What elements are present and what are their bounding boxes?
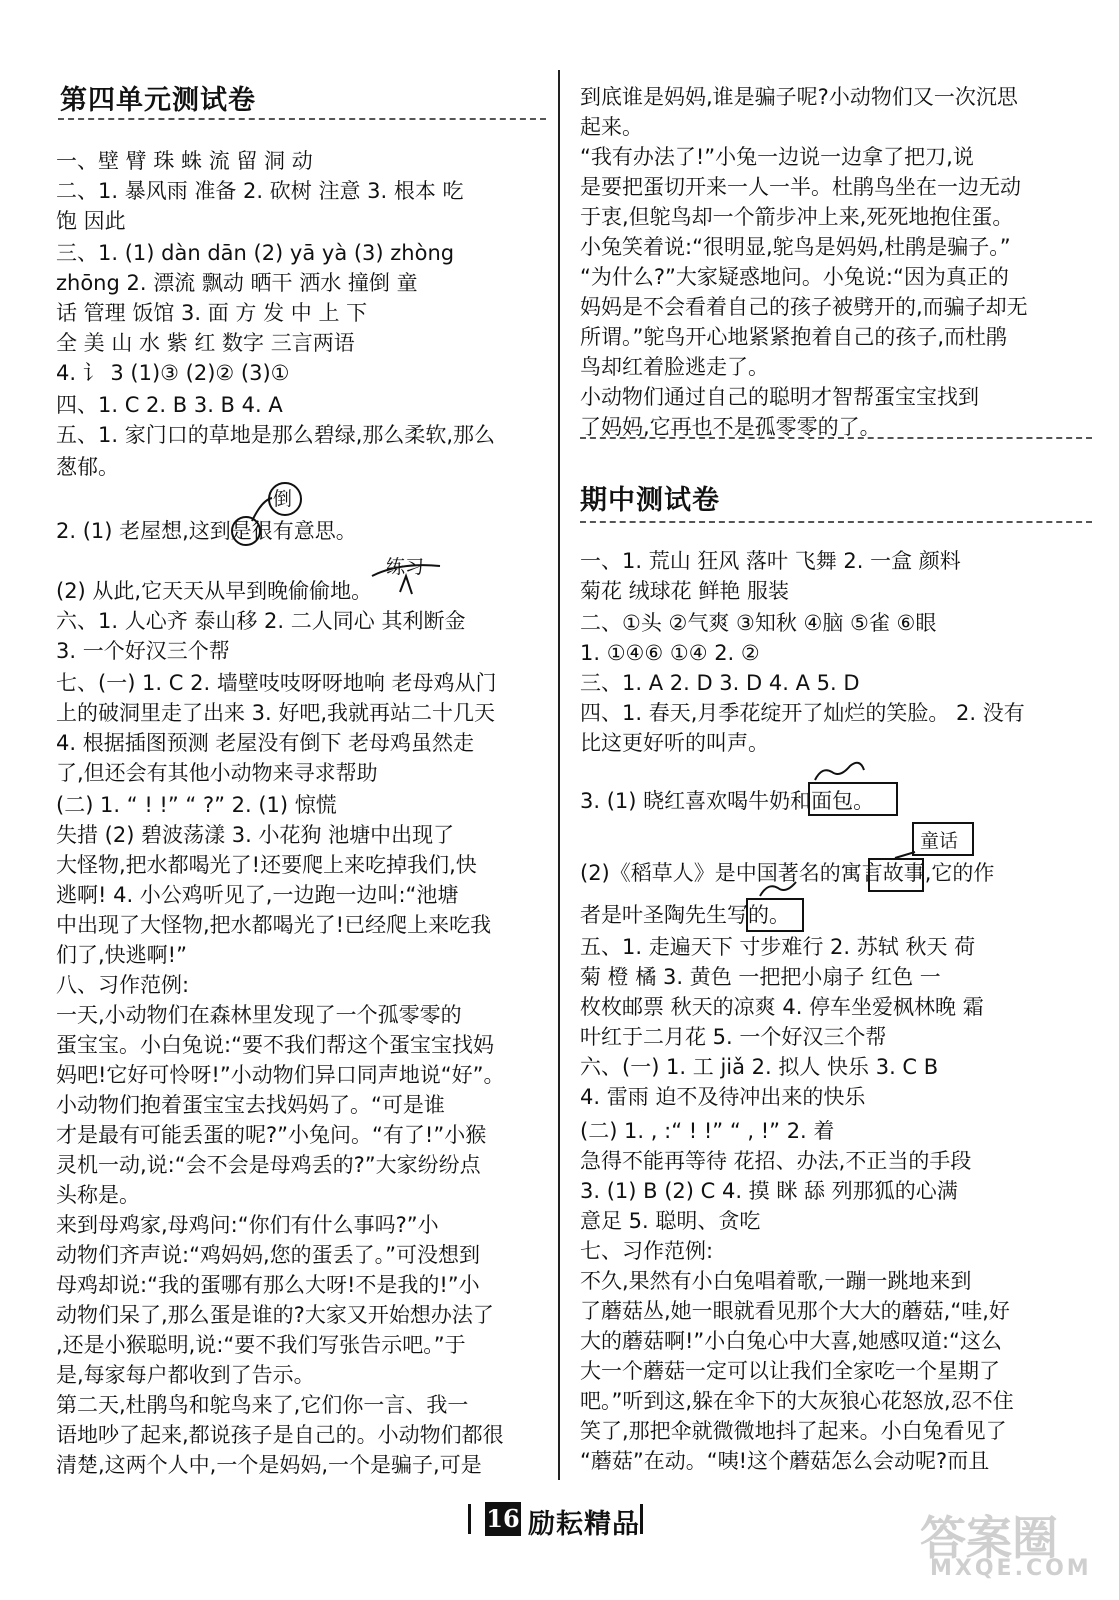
text-line: 不久,果然有小白兔唱着歌,一蹦一跳地来到 [580, 1269, 972, 1293]
text-line: 意足 5. 聪明、贪吃 [580, 1209, 761, 1233]
text-line: (2) 从此,它天天从早到晚偷偷地。 [56, 579, 373, 603]
text-line: 菊 橙 橘 3. 黄色 一把把小扇子 红色 一 [580, 965, 941, 989]
text-line: 了妈妈,它再也不是孤零零的了。 [580, 415, 881, 439]
text-line: 4. 讠 3 (1)③ (2)② (3)① [56, 361, 290, 385]
text-line: 七、习作范例: [580, 1239, 714, 1263]
text-line: 二、①头 ②气爽 ③知秋 ④脑 ⑤雀 ⑥眼 [580, 611, 937, 635]
text-line: 于衷,但鸵鸟却一个箭步冲上来,死死地抱住蛋。 [580, 205, 1014, 229]
text-line: 失措 (2) 碧波荡漾 3. 小花狗 池塘中出现了 [56, 823, 455, 847]
text-line: 一、壁 臂 珠 蛛 流 留 洞 动 [56, 149, 313, 173]
text-line: (2)《稻草人》是中国著名的寓言故事,它的作 [580, 861, 995, 885]
text-line: 动物们呆了,那么蛋是谁的?大家又开始想办法了 [56, 1303, 494, 1327]
text-line: 大的蘑菇啊!”小白兔心中大喜,她感叹道:“这么 [580, 1329, 1002, 1353]
text-line: 急得不能再等待 花招、办法,不正当的手段 [580, 1149, 972, 1173]
text-line: 菊花 绒球花 鲜艳 服装 [580, 579, 790, 603]
text-line: ,还是小猴聪明,说:“要不我们写张告示吧。”于 [56, 1333, 466, 1357]
text-line: 2. (1) 老屋想,这到是很有意思。 [56, 519, 357, 543]
text-line: 六、1. 人心齐 泰山移 2. 二人同心 其利断金 [56, 609, 466, 633]
text-line: 枚枚邮票 秋天的凉爽 4. 停车坐爱枫林晚 霜 [580, 995, 984, 1019]
text-line: 起来。 [580, 115, 643, 139]
text-line: 逃啊! 4. 小公鸡听见了,一边跑一边叫:“池塘 [56, 883, 459, 907]
text-line: 到底谁是妈妈,谁是骗子呢?小动物们又一次沉思 [580, 85, 1018, 109]
correction-char: 倒 [273, 488, 293, 510]
text-line: 是要把蛋切开来一人一半。杜鹃鸟坐在一边无动 [580, 175, 1021, 199]
text-line: 上的破洞里走了出来 3. 好吧,我就再站二十几天 [56, 701, 496, 725]
insert-word: 练习 [386, 556, 425, 578]
text-line: 六、(一) 1. 工 jiǎ 2. 拟人 快乐 3. C B [580, 1055, 939, 1079]
text-line: 才是最有可能丢蛋的呢?”小兔问。“有了!”小猴 [56, 1123, 487, 1147]
text-line: 头称是。 [56, 1183, 140, 1207]
text-line: “蘑菇”在动。“咦!这个蘑菇怎么会动呢?而且 [580, 1449, 990, 1473]
text-line: 话 管理 饭馆 3. 面 方 发 中 上 下 [56, 301, 368, 325]
watermark-logo: 答案圈 [920, 1511, 1058, 1565]
text-line: 三、1. A 2. D 3. D 4. A 5. D [580, 671, 860, 695]
text-line: 妈妈是不会看着自己的孩子被劈开的,而骗子却无 [580, 295, 1028, 319]
text-line: 一天,小动物们在森林里发现了一个孤零零的 [56, 1003, 462, 1027]
text-line: 饱 因此 [56, 209, 126, 233]
text-line: 笑了,那把伞就微微地抖了起来。小白兔看见了 [580, 1419, 1007, 1443]
text-line: 了蘑菇丛,她一眼就看见那个大大的蘑菇,“哇,好 [580, 1299, 1010, 1323]
deletion-marks [560, 0, 1119, 1600]
page-number: 16 [485, 1502, 521, 1536]
footer-bar [640, 1504, 643, 1534]
text-line: 母鸡却说:“我的蛋哪有那么大呀!不是我的!”小 [56, 1273, 480, 1297]
text-line: 五、1. 走遍天下 寸步难行 2. 苏轼 秋天 荷 [580, 935, 976, 959]
section-title-midterm: 期中测试卷 [580, 485, 720, 516]
text-line: 动物们齐声说:“鸡妈妈,您的蛋丢了。”可没想到 [56, 1243, 481, 1267]
section-title-unit4: 第四单元测试卷 [60, 85, 256, 116]
text-line: 小动物们通过自己的聪明才智帮蛋宝宝找到 [580, 385, 979, 409]
text-line: 三、1. (1) dàn dān (2) yā yà (3) zhòng [56, 241, 455, 265]
text-line: “我有办法了!”小兔一边说一边拿了把刀,说 [580, 145, 974, 169]
text-line: 是,每家每户都收到了告示。 [56, 1363, 315, 1387]
text-line: 妈吧!它好可怜呀!”小动物们异口同声地说“好”。 [56, 1063, 505, 1087]
text-line: 大一个蘑菇一定可以让我们全家吃一个星期了 [580, 1359, 1000, 1383]
text-line: 3. (1) 晓红喜欢喝牛奶和面包。 [580, 789, 875, 813]
text-line: 3. (1) B (2) C 4. 摸 眯 舔 列那狐的心满 [580, 1179, 958, 1203]
text-line: 葱郁。 [56, 455, 119, 479]
text-line: 第二天,杜鹃鸟和鸵鸟来了,它们你一言、我一 [56, 1393, 469, 1417]
text-line: 七、(一) 1. C 2. 墙壁吱吱呀呀地响 老母鸡从门 [56, 671, 497, 695]
text-line: (二) 1. “ ! !” “ ?” 2. (1) 惊慌 [56, 793, 337, 817]
text-line: (二) 1. , :“ ! !” “ , !” 2. 着 [580, 1119, 835, 1143]
text-line: 蛋宝宝。小白兔说:“要不我们帮这个蛋宝宝找妈 [56, 1033, 494, 1057]
text-line: 比这更好听的叫声。 [580, 731, 769, 755]
text-line: 四、1. C 2. B 3. B 4. A [56, 393, 283, 417]
text-line: 者是叶圣陶先生写的。 [580, 903, 790, 927]
text-line: 中出现了大怪物,把水都喝光了!已经爬上来吃我 [56, 913, 492, 937]
text-line: 小兔笑着说:“很明显,鸵鸟是妈妈,杜鹃是骗子。” [580, 235, 1011, 259]
text-line: 1. ①④⑥ ①④ 2. ② [580, 641, 760, 665]
text-line: 来到母鸡家,母鸡问:“你们有什么事吗?”小 [56, 1213, 439, 1237]
text-line: 语地吵了起来,都说孩子是自己的。小动物们都很 [56, 1423, 504, 1447]
text-line: 二、1. 暴风雨 准备 2. 砍树 注意 3. 根本 吃 [56, 179, 464, 203]
text-line: 一、1. 荒山 狂风 落叶 飞舞 2. 一盒 颜料 [580, 549, 961, 573]
brand-name: 励耘精品 [528, 1509, 640, 1540]
text-line: 清楚,这两个人中,一个是妈妈,一个是骗子,可是 [56, 1453, 482, 1477]
text-line: 3. 一个好汉三个帮 [56, 639, 230, 663]
text-line: 所谓。”鸵鸟开心地紧紧抱着自己的孩子,而杜鹃 [580, 325, 1008, 349]
text-line: 灵机一动,说:“会不会是母鸡丢的?”大家纷纷点 [56, 1153, 481, 1177]
text-line: 八、习作范例: [56, 973, 190, 997]
text-line: 大怪物,把水都喝光了!还要爬上来吃掉我们,快 [56, 853, 477, 877]
text-line: 四、1. 春天,月季花绽开了灿烂的笑脸。 2. 没有 [580, 701, 1025, 725]
text-line: 4. 根据插图预测 老屋没有倒下 老母鸡虽然走 [56, 731, 475, 755]
text-line: 叶红于二月花 5. 一个好汉三个帮 [580, 1025, 887, 1049]
text-line: “为什么?”大家疑惑地问。小兔说:“因为真正的 [580, 265, 1009, 289]
text-line: 全 美 山 水 紫 红 数字 三言两语 [56, 331, 355, 355]
text-line: 小动物们抱着蛋宝宝去找妈妈了。“可是谁 [56, 1093, 445, 1117]
text-line: 五、1. 家门口的草地是那么碧绿,那么柔软,那么 [56, 423, 496, 447]
text-line: zhōng 2. 漂流 飘动 晒干 洒水 撞倒 童 [56, 271, 418, 295]
text-line: 鸟却红着脸逃走了。 [580, 355, 769, 379]
watermark-url: MXQE.COM [930, 1556, 1092, 1581]
text-line: 们了,快逃啊!” [56, 943, 187, 967]
replacement-word: 童话 [920, 830, 959, 852]
text-line: 了,但还会有其他小动物来寻求帮助 [56, 761, 378, 785]
text-line: 4. 雷雨 迫不及待冲出来的快乐 [580, 1085, 866, 1109]
text-line: 吧。”听到这,躲在伞下的大灰狼心花怒放,忍不住 [580, 1389, 1014, 1413]
footer-bar [468, 1504, 471, 1534]
